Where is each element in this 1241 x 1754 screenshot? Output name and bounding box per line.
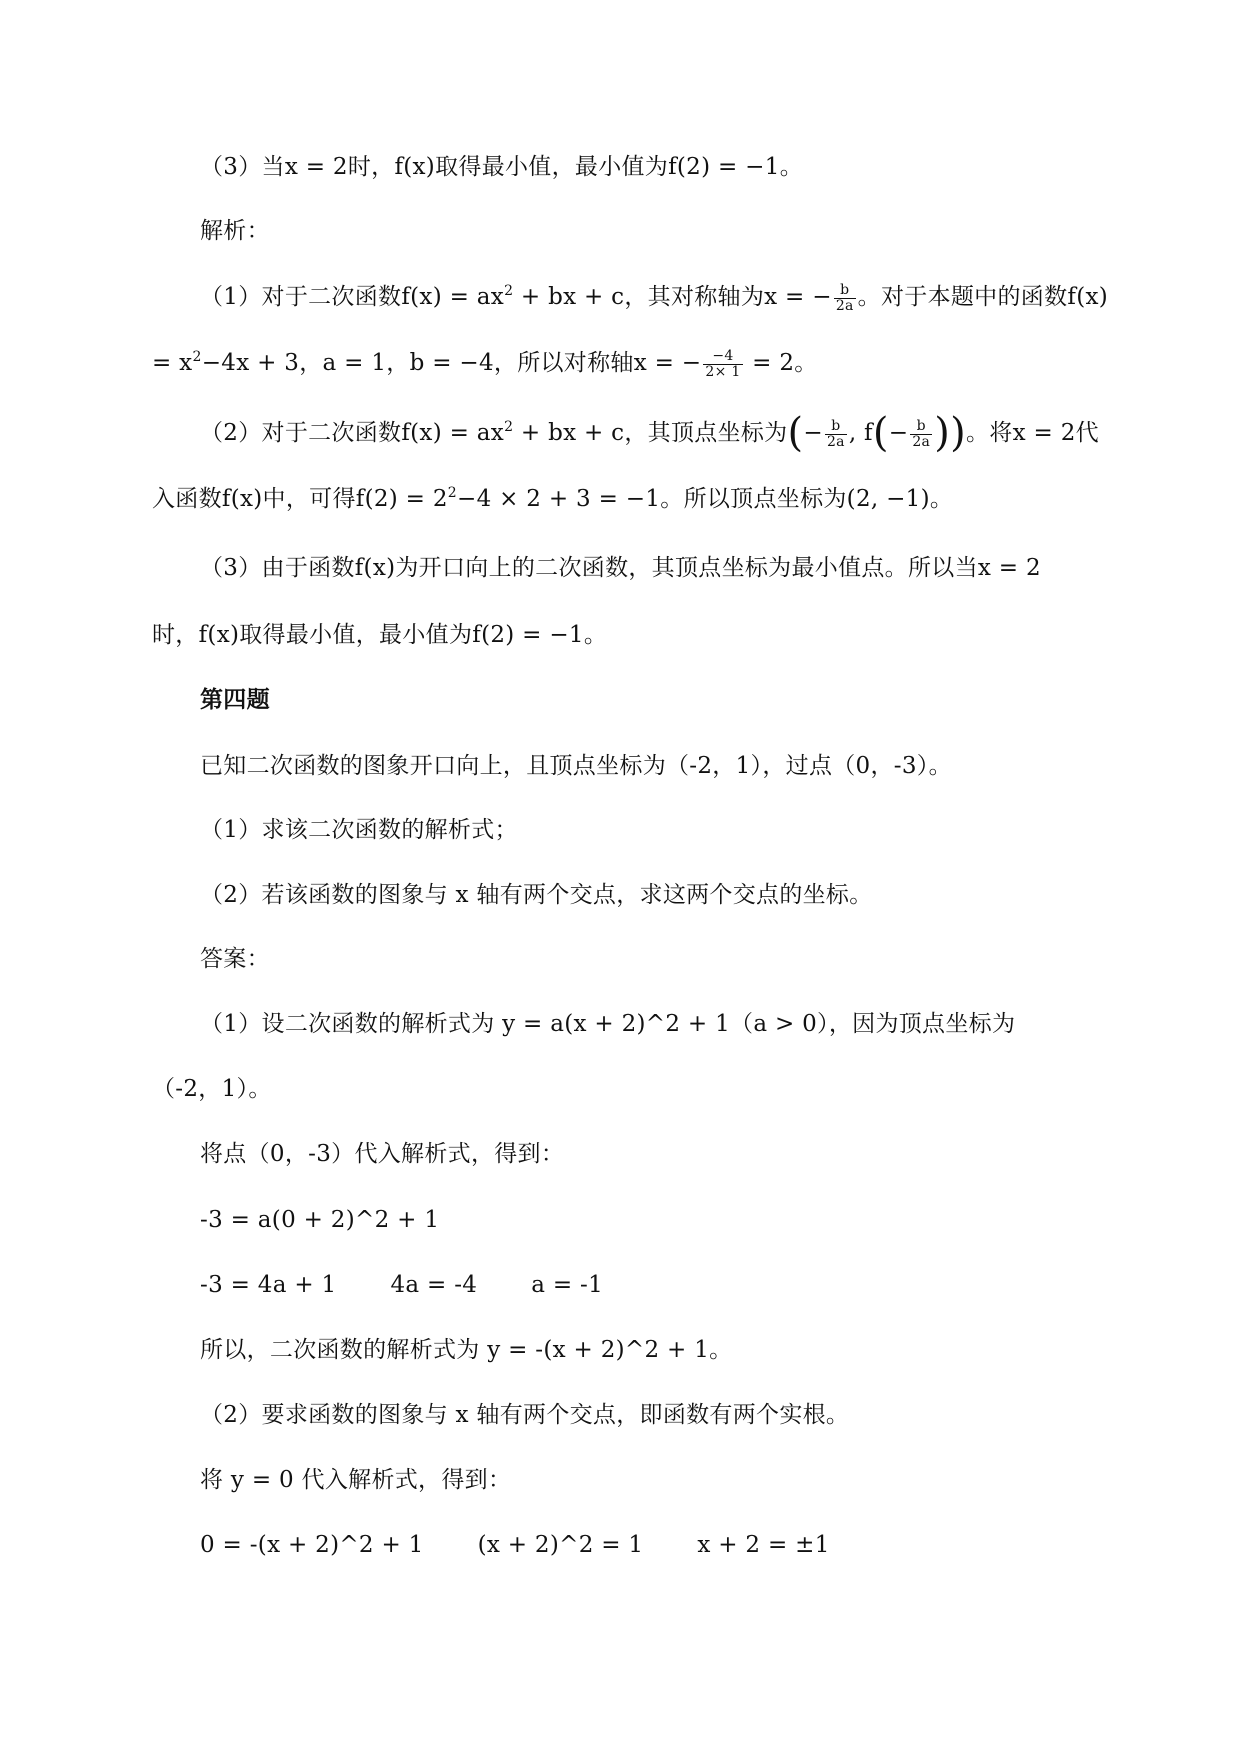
equation: -3 = 4a + 1	[200, 1272, 337, 1298]
text: （1）对于二次函数	[200, 284, 402, 310]
fraction-denominator: 2a	[826, 433, 845, 450]
question-stem: 已知二次函数的图象开口向上，且顶点坐标为（-2，1），过点（0，-3）。	[200, 753, 952, 779]
math: f(2) = −1	[472, 622, 584, 648]
math: x = 2	[977, 555, 1041, 581]
equation-line-1: -3 = a(0 + 2)^2 + 1	[200, 1207, 440, 1233]
text: ，所以对称轴	[493, 350, 634, 376]
answer-part2-line1: （2）要求函数的图象与 x 轴有两个交点，即函数有两个实根。	[200, 1402, 850, 1428]
math: , f	[848, 420, 873, 446]
fraction-numerator: b	[916, 417, 926, 434]
math: f(2) = −1	[668, 154, 780, 180]
math: f(x)	[1067, 284, 1109, 310]
math: −4x + 3	[201, 350, 300, 376]
paren: (	[787, 410, 804, 456]
question-part1: （1）求该二次函数的解析式；	[200, 817, 518, 843]
analysis-part3-line2	[152, 620, 607, 650]
math: f(x)	[198, 622, 240, 648]
answer-heading: 答案：	[200, 946, 270, 972]
fraction	[910, 419, 932, 450]
text: 。	[779, 154, 803, 180]
analysis-heading: 解析：	[200, 218, 270, 244]
superscript: 2	[447, 485, 457, 501]
answer-part2-line2: 将 y = 0 代入解析式，得到：	[200, 1467, 512, 1493]
analysis-part2-line2	[152, 484, 953, 514]
math: x = −	[633, 350, 702, 376]
text: 为开口向上的二次函数，其顶点坐标为最小值点。所以当	[395, 555, 978, 581]
text: （2）对于二次函数	[200, 420, 402, 446]
paren: ))	[934, 410, 967, 456]
text: 中，可得	[262, 486, 356, 512]
fraction-denominator: 2a	[912, 433, 931, 450]
text: 。	[794, 350, 818, 376]
question-four-heading: 第四题	[200, 686, 270, 713]
analysis-part2-line1	[200, 410, 1099, 456]
text: （3）当	[200, 154, 285, 180]
paren: (	[872, 410, 889, 456]
fraction-denominator: 2× 1	[705, 363, 741, 380]
equation: 4a = -4	[390, 1272, 478, 1298]
answer-substitute-line: 将点（0，-3）代入解析式，得到：	[200, 1141, 565, 1167]
question-part2: （2）若该函数的图象与 x 轴有两个交点，求这两个交点的坐标。	[200, 882, 873, 908]
math: a = 1	[322, 350, 387, 376]
math: −	[803, 420, 823, 446]
equation-line-3	[200, 1530, 830, 1560]
math: + bx + c	[513, 420, 625, 446]
text: 。将	[966, 420, 1013, 446]
math: −4 × 2 + 3 = −1	[457, 486, 661, 512]
math: x = 2	[1012, 420, 1076, 446]
text: 。对于本题中的函数	[857, 284, 1068, 310]
math: −	[888, 420, 909, 446]
text: ，其对称轴为	[624, 284, 765, 310]
text: 时，	[152, 622, 199, 648]
math: f(x)	[354, 555, 396, 581]
superscript: 2	[504, 419, 514, 435]
math: b = −4	[409, 350, 494, 376]
text: 入函数	[152, 486, 222, 512]
math: x = −	[764, 284, 832, 310]
equation: (x + 2)^2 = 1	[477, 1532, 644, 1558]
text: ，其顶点坐标为	[624, 420, 788, 446]
math: = x	[152, 350, 193, 376]
fraction-numerator: b	[831, 417, 841, 434]
equation: x + 2 = ±1	[697, 1532, 830, 1558]
text: 代	[1075, 420, 1099, 446]
text: 取得最小值，最小值为	[239, 622, 473, 648]
answer-part1-line1: （1）设二次函数的解析式为 y = a(x + 2)^2 + 1（a > 0），因为顶点坐标为	[200, 1011, 1016, 1037]
math: f(x)	[221, 486, 263, 512]
analysis-part3-line1	[200, 553, 1041, 583]
answer-part1-line2: （-2，1）。	[152, 1076, 272, 1102]
analysis-part1-line2	[152, 348, 818, 380]
text: 取得最小值，最小值为	[435, 154, 669, 180]
equation-line-2	[200, 1270, 603, 1300]
fraction-numerator: −4	[712, 347, 734, 364]
math: f(x) = ax	[401, 420, 505, 446]
math: f(2) = 2	[355, 486, 448, 512]
fraction-numerator: b	[840, 281, 850, 298]
math: f(x)	[394, 154, 436, 180]
fraction	[825, 419, 847, 450]
superscript: 2	[192, 349, 202, 365]
math: f(x) = ax	[401, 284, 505, 310]
answer-conclusion-line: 所以，二次函数的解析式为 y = -(x + 2)^2 + 1。	[200, 1337, 733, 1363]
text: ，	[386, 350, 410, 376]
math: (2, −1)	[846, 486, 930, 512]
math: = 2	[744, 350, 795, 376]
text: 时，	[347, 154, 395, 180]
fraction	[703, 349, 742, 380]
analysis-part1-line1	[200, 282, 1108, 314]
text: 。所以顶点坐标为	[660, 486, 847, 512]
text: 。	[929, 486, 954, 512]
fraction	[834, 283, 856, 314]
math: x = 2	[284, 154, 348, 180]
answer-part3-line	[200, 152, 803, 182]
equation: a = -1	[531, 1272, 604, 1298]
fraction-denominator: 2a	[835, 297, 854, 314]
superscript: 2	[504, 283, 514, 299]
math: + bx + c	[513, 284, 625, 310]
text: ，	[299, 350, 323, 376]
text: （3）由于函数	[200, 555, 355, 581]
equation: 0 = -(x + 2)^2 + 1	[200, 1532, 424, 1558]
text: 。	[583, 622, 608, 648]
